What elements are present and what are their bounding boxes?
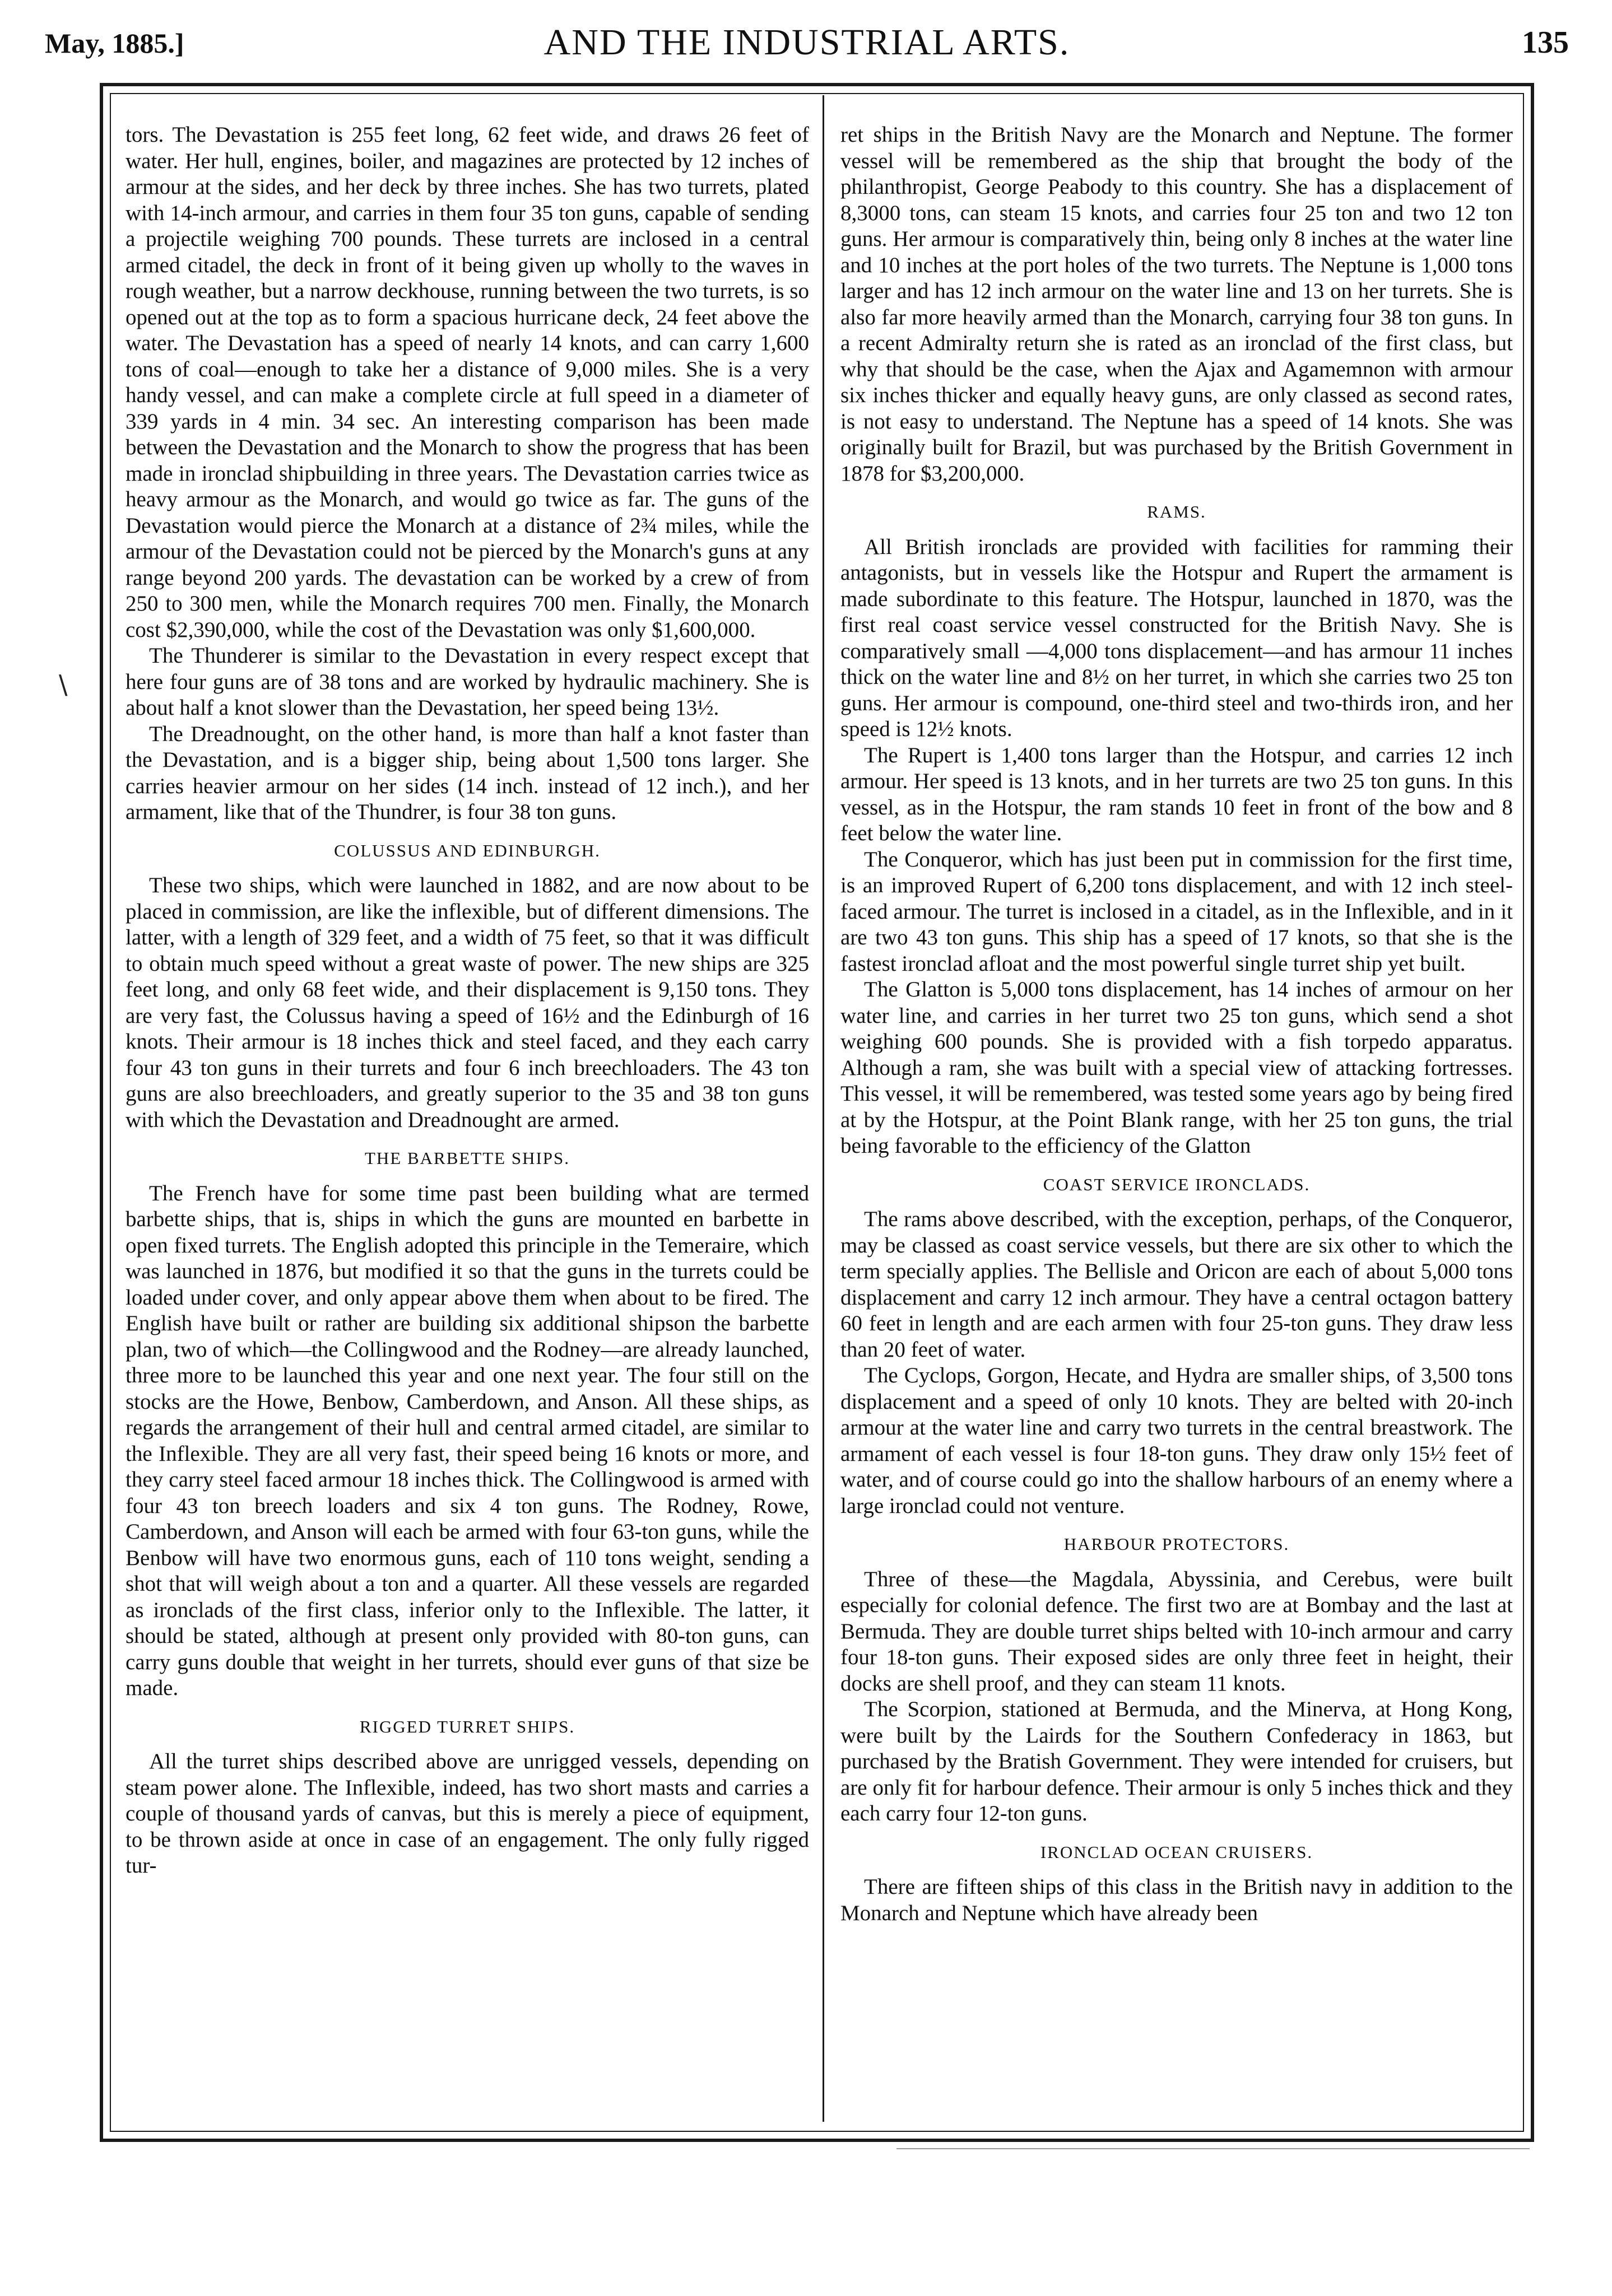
right-column — [840, 122, 1513, 2116]
paragraph: The Rupert is 1,400 tons larger than the Hotspur, and carries 12 inch armour. Her speed is 13 knots, and in her turrets are two 25 ton guns. In this vessel, as in the Hotspur, the ram stands 10 feet in front of the bow and 8 feet below the water line. — [840, 743, 1513, 845]
paragraph: Three of these—the Magdala, Abyssinia, and Cerebus, were built especially for colonial defence. The first two are at Bombay and the last at Bermuda. They are double turret ships belted with 10-inch armour and carry four 18-ton guns. Their exposed sides are only three feet in height, their docks are shell proof, and they can steam 11 knots. — [840, 1567, 1513, 1696]
section-heading: HARBOUR PROTECTORS. — [1063, 1534, 1290, 1554]
running-head — [45, 21, 1569, 72]
page-number: 135 — [1522, 25, 1569, 60]
paragraph: The Scorpion, stationed at Bermuda, and the Minerva, at Hong Kong, were built by the Lairds for the Southern Confederacy in 1863, but purchased by the Bratish Government. They were intended for cruisers, but are only fit for harbour defence. Their armour is only 5 inches thick and they each carry four 12-ton guns. — [840, 1697, 1513, 1825]
header-date: May, 1885.] — [45, 27, 184, 59]
paragraph: All British ironclads are provided with facilities for ramming their antagonists, but in vessels like the Hotspur and Rupert the armament is made subordinate to this feature. The Hotspur, launched in 1870, was the first real coast service vessel constructed for the British Navy. She is comparatively small —4,000 tons displacement—and has armour 11 inches thick on the water line and 8½ on her turret, in which she carries two 25 ton guns. Her armour is compound, one-third steel and two-thirds iron, and her speed is 12½ knots. — [840, 534, 1513, 741]
section-heading: RIGGED TURRET SHIPS. — [359, 1716, 575, 1736]
paragraph: The Conqueror, which has just been put in commission for the first time, is an improved Rupert of 6,200 tons displacement, and with 12 inch steel-faced armour. The turret is inclosed in a citadel, as in the Inflexible, and in it are two 43 ton guns. This ship has a speed of 17 knots, so that she is the fastest ironclad afloat and the most powerful single turret ship yet built. — [840, 847, 1513, 976]
section-heading: COLUSSUS AND EDINBURGH. — [334, 840, 601, 860]
paragraph: The Cyclops, Gorgon, Hecate, and Hydra are smaller ships, of 3,500 tons displacement and a speed of only 10 knots. They are belted with 20-inch armour at the water line and carry two turrets in the central breastwork. The armament of each vessel is four 18-ton guns. They draw only 15½ feet of water, and of course could go into the shallow harbours of an enemy where a large ironclad could not venture. — [840, 1363, 1513, 1518]
paragraph: The French have for some time past been building what are termed barbette ships, that is, ships in which the guns are mounted en barbette in open fixed turrets. The English adopted this principle in the Temeraire, which was launched in 1876, but modified it so that the guns in the turrets could be loaded under cover, and only appear above them when about to be fired. The English have built or rather are building six additional shipson the barbette plan, two of which—the Collingwood and the Rodney—are already launched, three more to be launched this year and one next year. The four still on the stocks are the Howe, Benbow, Camberdown, and Anson. All these ships, as regards the arrangement of their hull and central armed citadel, are similar to the Inflexible. They are all very fast, their speed being 16 knots or more, and they carry steel faced armour 18 inches thick. The Collingwood is armed with four 43 ton breech loaders and six 4 ton guns. The Rodney, Rowe, Camberdown, and Anson will each be armed with four 63-ton guns, while the Benbow will have two enormous guns, each of 110 tons weight, sending a shot that will weigh about a ton and a quarter. All these vessels are regarded as ironclads of the first class, inferior only to the Inflexible. The latter, it should be stated, although at present only provided with 80-ton guns, can carry guns double that weight in her turrets, should ever guns of that size be made. — [126, 1181, 809, 1700]
paragraph: There are fifteen ships of this class in the British navy in addition to the Monarch and Neptune which have already been — [840, 1875, 1513, 1925]
paragraph: tors. The Devastation is 255 feet long, 62 feet wide, and draws 26 feet of water. Her hull, engines, boiler, and magazines are protected by 12 inches of armour at the sides, and her deck by three inches. She has two turrets, plated with 14-inch armour, and carries in them four 35 ton guns, capable of sending a projectile weighing 700 pounds. These turrets are inclosed in a central armed citadel, the deck in front of it being given up wholly to the waves in rough weather, but a narrow deckhouse, running between the two turrets, is so opened out at the top as to form a spacious hurricane deck, 24 feet above the water. The Devastation has a speed of nearly 14 knots, and can carry 1,600 tons of coal—enough to take her a distance of 9,000 miles. She is a very handy vessel, and can make a complete circle at full speed in a diameter of 339 yards in 4 min. 34 sec. An interesting comparison has been made between the Devastation and the Monarch to show the progress that has been made in ironclad shipbuilding in three years. The Devastation carries twice as heavy armour as the Monarch, and would go twice as far. The guns of the Devastation would pierce the Monarch at a distance of 2¾ miles, while the armour of the Devastation could not be pierced by the Monarch's guns at any range beyond 200 yards. The devastation can be worked by a crew of from 250 to 300 men, while the Monarch requires 700 men. Finally, the Monarch cost $2,390,000, while the cost of the Devastation was only $1,600,000. — [126, 123, 809, 642]
paragraph: The Glatton is 5,000 tons displacement, has 14 inches of armour on her water line, and carries in her turret two 25 ton guns, which send a shot weighing 600 pounds. She is provided with a fish torpedo apparatus. Although a ram, she was built with a special view of attacking fortresses. This vessel, it will be remembered, was tested some years ago by being fired at by the Hotspur, at the Point Blank range, with her 25 ton guns, the trial being favorable to the efficiency of the Glatton — [840, 977, 1513, 1158]
paragraph: All the turret ships described above are unrigged vessels, depending on steam power alone. The Inflexible, indeed, has two short masts and carries a couple of thousand yards of canvas, but this is merely a piece of equipment, to be thrown aside at once in case of an engagement. The only fully rigged tur- — [126, 1749, 809, 1878]
paragraph: The Thunderer is similar to the Devastation in every respect except that here four guns are of 38 tons and are worked by hydraulic machinery. She is about half a knot slower than the Devastation, her speed being 13½. — [126, 644, 809, 720]
section-heading: IRONCLAD OCEAN CRUISERS. — [1040, 1842, 1313, 1862]
section-heading: RAMS. — [1147, 502, 1206, 521]
header-title: AND THE INDUSTRIAL ARTS. — [543, 22, 1070, 63]
paragraph: These two ships, which were launched in 1882, and are now about to be placed in commission, are like the inflexible, but of different dimensions. The latter, with a length of 329 feet, and a width of 75 feet, so that it was difficult to obtain much speed without a great waste of power. The new ships are 325 feet long, and only 68 feet wide, and their displacement is 9,150 tons. They are very fast, the Colussus having a speed of 16½ and the Edinburgh of 16 knots. Their armour is 18 inches thick and steel faced, and they each carry four 43 ton guns in their turrets and four 6 inch breechloaders. The 43 ton guns are also breechloaders, and greatly superior to the 35 and 38 ton guns with which the Devastation and Dreadnought are armed. — [126, 873, 809, 1132]
section-heading: COAST SERVICE IRONCLADS. — [1043, 1174, 1311, 1194]
bottom-rule — [896, 2148, 1530, 2149]
margin-mark: \ — [59, 669, 68, 700]
column-divider — [823, 95, 824, 2122]
section-heading: THE BARBETTE SHIPS. — [364, 1148, 570, 1168]
paragraph: The rams above described, with the exception, perhaps, of the Conqueror, may be classed as coast service vessels, but there are six other to which the term specially applies. The Bellisle and Oricon are each of about 5,000 tons displacement and carry 12 inch armour. They have a central octagon battery 60 feet in length and are each armen with four 25-ton guns. They draw less than 20 feet of water. — [840, 1207, 1513, 1362]
left-column — [126, 122, 809, 2116]
paragraph: ret ships in the British Navy are the Monarch and Neptune. The former vessel will be remembered as the ship that brought the body of the philanthropist, George Peabody to this country. She has a displacement of 8,3000 tons, can steam 15 knots, and carries four 25 ton and two 12 ton guns. Her armour is comparatively thin, being only 8 inches at the water line and 10 inches at the port holes of the two turrets. The Neptune is 1,000 tons larger and has 12 inch armour on the water line and 13 on her turrets. She is also far more heavily armed than the Monarch, carrying four 38 ton guns. In a recent Admiralty return she is rated as an ironclad of the first class, but why that should be the case, when the Ajax and Agamemnon with armour six inches thicker and equally heavy guns, are only classed as second rates, is not easy to understand. The Neptune has a speed of 14 knots. She was originally built for Brazil, but was purchased by the British Government in 1878 for $3,200,000. — [840, 123, 1513, 486]
paragraph: The Dreadnought, on the other hand, is more than half a knot faster than the Devastation, and is a bigger ship, being about 1,500 tons larger. She carries heavier armour on her sides (14 inch. instead of 12 inch.), and her armament, like that of the Thundrer, is four 38 ton guns. — [126, 721, 809, 824]
